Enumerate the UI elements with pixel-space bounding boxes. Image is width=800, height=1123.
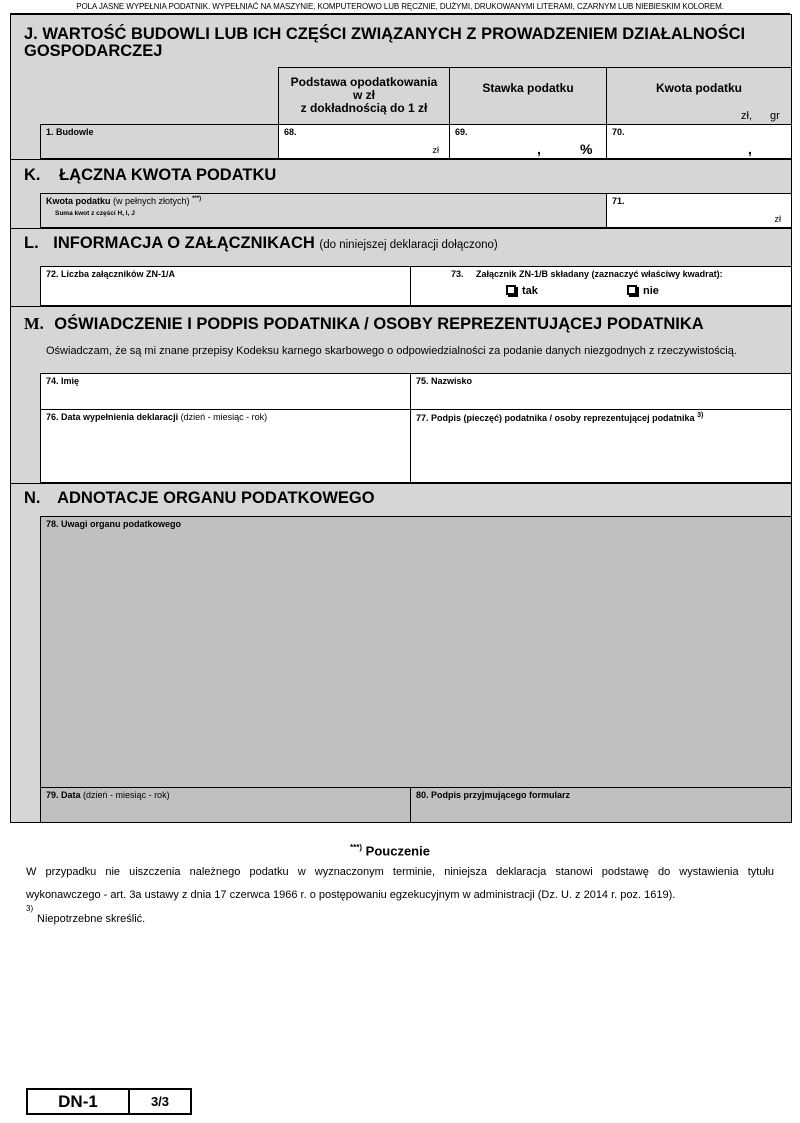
field-75[interactable] [410,373,792,410]
col-header-rate [449,67,607,125]
section-l-title [24,235,498,254]
form-code-box [26,1088,130,1115]
field-80-label: 80. Podpis przyjmującego formularz [416,790,571,800]
section-divider-k [10,159,792,160]
footnote-text: Niepotrzebne skreślić. [37,913,146,925]
field-74[interactable] [40,373,411,410]
unit-gr: gr [770,110,780,122]
k-label-main: Kwota podatku [46,196,111,206]
section-m-statement: Oświadczam, że są mi znane przepisy Kodeksu karnego skarbowego o odpowiedzialności za podanie danych niezgodnych z rzeczywistością. [46,345,737,357]
section-m-letter: M. [24,314,44,333]
section-m-title [24,315,704,333]
field-77-label: 77. Podpis (pieczęć) podatnika / osoby reprezentującej podatnika [416,413,695,423]
field-68[interactable] [278,124,450,159]
field-76-paren: (dzień - miesiąc - rok) [180,412,268,422]
field-72[interactable] [40,266,411,306]
field-69[interactable] [449,124,607,159]
field-69-percent: % [580,141,593,157]
option-nie-label: nie [643,285,659,297]
field-75-label: 75. Nazwisko [416,376,473,386]
pouczenie-sup: ***) [350,843,363,852]
field-76[interactable] [40,409,411,483]
unit-zl: zł, [741,110,752,122]
field-76-label: 76. Data wypełnienia deklaracji [46,412,179,422]
field-73 [410,266,792,306]
option-tak-label: tak [522,285,538,297]
section-j-title: J. WARTOŚĆ BUDOWLI LUB ICH CZĘŚCI ZWIĄZANYCH Z PROWADZENIEM DZIAŁALNOŚCI GOSPODARCZEJ [24,25,746,60]
pouczenie-heading [0,843,780,858]
field-80 [410,787,792,823]
col-header-amount [606,67,792,125]
row-k-label [40,193,607,228]
field-77[interactable] [410,409,792,483]
field-71-label: 71. [612,196,625,206]
top-notice: POLA JASNE WYPEŁNIA PODATNIK. WYPEŁNIAĆ NA MASZYNIE, KOMPUTEROWO LUB RĘCZNIE, DUŻYMI, DRUKOWANYMI LITERAMI, CZARNYM LUB NIEBIESKIM KOLOREM. [76,2,724,11]
field-71[interactable] [606,193,792,228]
section-n-letter: N. [24,489,41,507]
field-79 [40,787,411,823]
col-rate-label: Stawka podatku [482,81,574,95]
section-l-letter: L. [24,234,39,252]
col-base-line3: z dokładnością do 1 zł [300,101,428,115]
field-73-label: Załącznik ZN-1/B składany (zaznaczyć właściwy kwadrat): [476,269,723,279]
section-k-title [24,167,276,184]
field-78 [40,516,792,788]
section-l-text: INFORMACJA O ZAŁĄCZNIKACH [53,234,315,252]
field-78-label: 78. Uwagi organu podatkowego [46,519,182,529]
page-number-box [128,1088,192,1115]
field-73-num: 73. [451,269,464,279]
field-68-label: 68. [284,127,297,137]
section-divider-l [10,228,792,229]
k-label-sup: ***) [192,196,202,202]
k-label-paren: (w pełnych złotych) [113,196,190,206]
field-69-label: 69. [455,127,468,137]
row-budowle-label [40,124,279,159]
checkbox-nie-icon[interactable] [627,285,637,295]
col-amount-label: Kwota podatku [656,81,742,95]
field-71-unit: zł [774,214,781,224]
section-n-text: ADNOTACJE ORGANU PODATKOWEGO [57,489,375,507]
checkbox-tak-icon[interactable] [506,285,516,295]
field-79-label: 79. Data [46,790,81,800]
section-n-title [24,490,375,507]
col-base-line2: w zł [352,88,375,102]
col-header-base [278,67,450,125]
page-number: 3/3 [150,1094,170,1109]
field-70[interactable] [606,124,792,159]
option-tak[interactable] [506,285,538,297]
col-base-line1: Podstawa opodatkowania [290,75,438,89]
field-69-comma: , [537,141,541,157]
pouczenie-title: Pouczenie [365,843,430,859]
field-74-label: 74. Imię [46,376,80,386]
pouczenie-line-1: W przypadku nie uiszczenia należnego podatku w wyznaczonym terminie, niniejsza deklaracja stanowi podstawę do wystawienia tytułu [26,866,774,878]
field-72-label: 72. Liczba załączników ZN-1/A [46,269,176,279]
field-70-comma: , [748,141,752,157]
section-k-letter: K. [24,166,41,184]
field-77-sup: 3) [697,412,704,419]
k-label-sub: Suma kwot z części H, I, J [55,210,135,217]
section-k-text: ŁĄCZNA KWOTA PODATKU [59,166,277,184]
section-divider-m [10,306,792,307]
section-m-text: OŚWIADCZENIE I PODPIS PODATNIKA / OSOBY REPREZENTUJĄCEJ PODATNIKA [54,315,704,333]
option-nie[interactable] [627,285,659,297]
budowle-label: 1. Budowle [46,127,94,137]
field-79-paren: (dzień - miesiąc - rok) [83,790,170,800]
section-divider-n [10,483,792,484]
section-l-subtitle: (do niniejszej deklaracji dołączono) [319,239,498,251]
form-code: DN-1 [58,1092,98,1111]
field-68-unit: zł [432,145,439,155]
field-70-label: 70. [612,127,625,137]
footnote-sup: 3) [26,904,34,913]
pouczenie-line-2: wykonawczego - art. 3a ustawy z dnia 17 czerwca 1966 r. o postępowaniu egzekucyjnym w administracji (Dz. U. z 2014 r. poz. 1619). [26,889,676,901]
